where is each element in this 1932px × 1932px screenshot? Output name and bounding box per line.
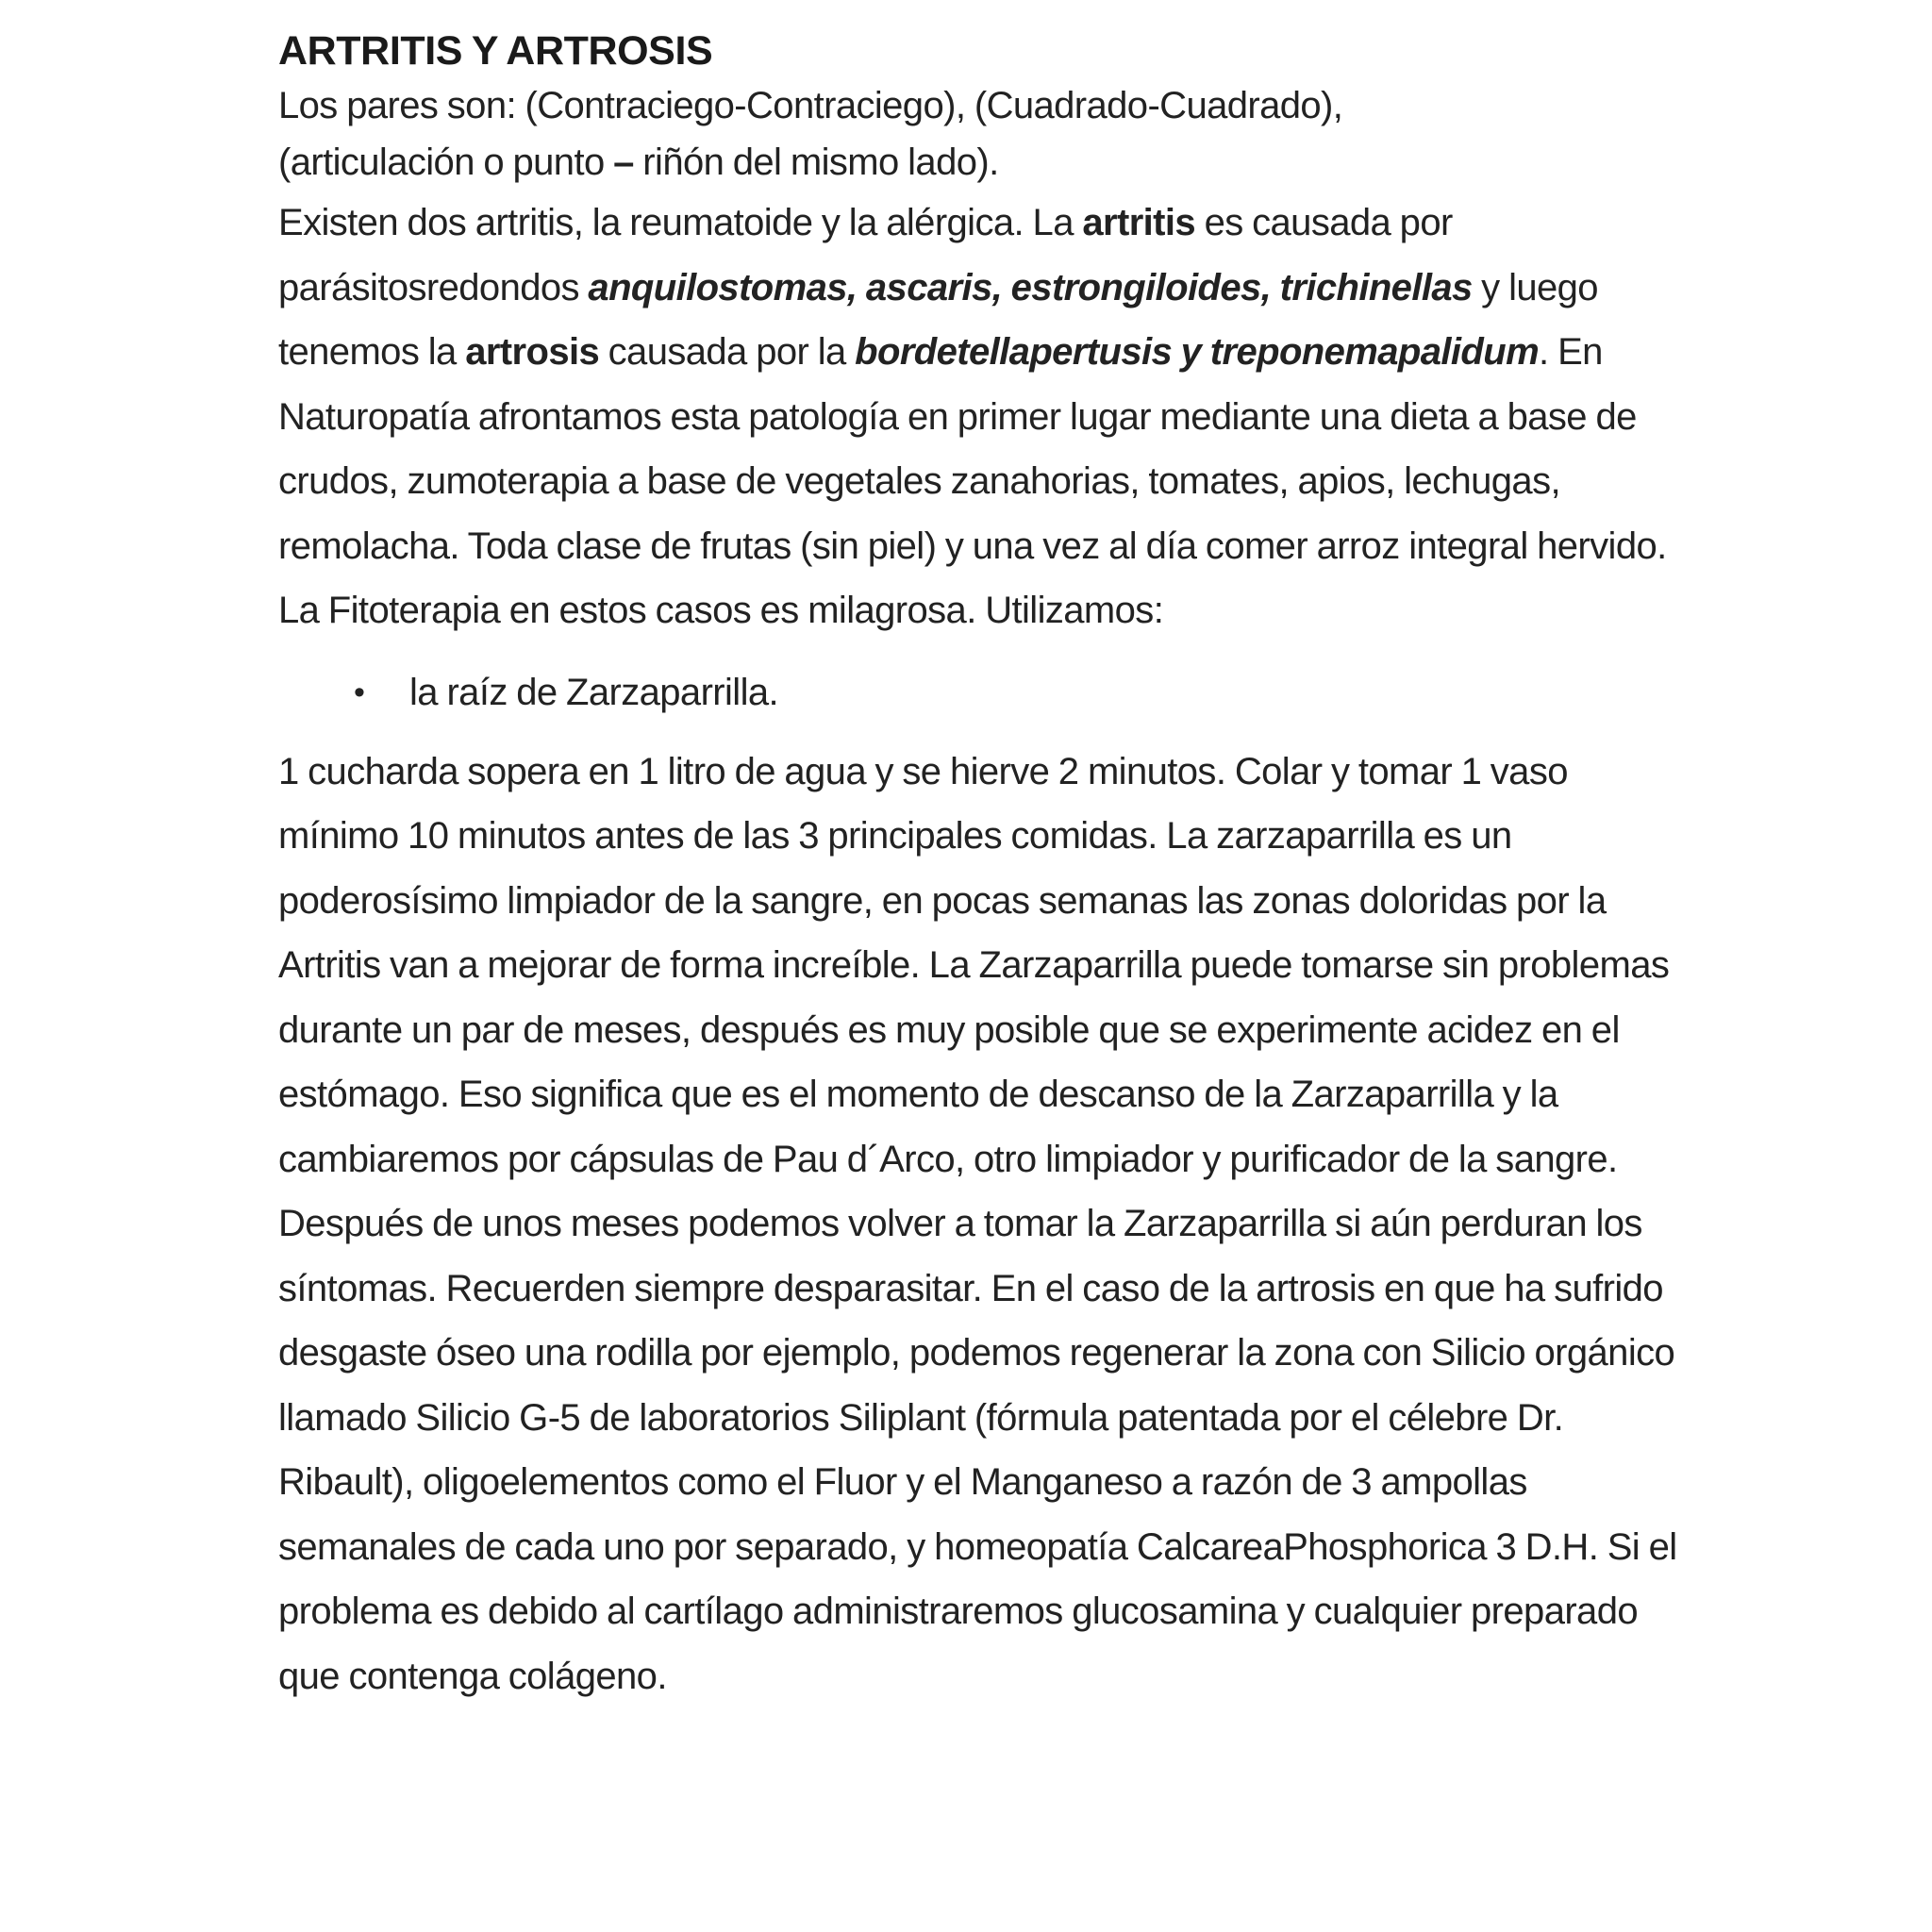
body-paragraph: 1 cucharda sopera en 1 litro de agua y se hierve 2 minutos. Colar y tomar 1 vaso mínimo 10 minutos antes de las 3 principales comidas. La zarzaparrilla es un poderosísimo limpiador de la sangre, en pocas semanas las zonas doloridas por la Artritis van a mejorar de forma increíble. La Zarzaparrilla puede tomarse sin problemas durante un par de meses, después es muy posible que se experimente acidez en el estómago. Eso significa que es el momento de descanso de la Zarzaparrilla y la cambiaremos por cápsulas de Pau d´Arco, otro limpiador y purificador de la sangre. Después de unos meses podemos volver a tomar la Zarzaparrilla si aún perduran los síntomas. Recuerden siempre desparasitar. En el caso de la artrosis en que ha sufrido desgaste óseo una rodilla por ejemplo, podemos regenerar la zona con Silicio orgánico llamado Silicio G-5 de laboratorios Siliplant (fórmula patentada por el célebre Dr. Ribault), oligoelementos como el Fluor y el Manganeso a razón de 3 ampollas semanales de cada uno por separado, y homeopatía CalcareaPhosphorica 3 D.H. Si el problema es debido al cartílago administraremos glucosamina y cualquier preparado que contenga colágeno. bbox=[278, 750, 1677, 1697]
intro-text-3: y luego tenemos la bbox=[278, 266, 1598, 373]
intro-paragraph bbox=[278, 191, 1693, 643]
document-title: ARTRITIS Y ARTROSIS bbox=[278, 28, 713, 74]
list-item bbox=[278, 660, 1693, 724]
pairs-line-1: Los pares son: (Contraciego-Contraciego), (Cuadrado-Cuadrado), bbox=[278, 85, 1343, 126]
remedy-list bbox=[278, 660, 1693, 724]
term-artrosis: artrosis bbox=[465, 331, 600, 373]
intro-text-2: es causada por parásitosredondos bbox=[278, 202, 1453, 308]
term-round-parasites: anquilostomas, ascaris, estrongiloides, trichinellas bbox=[588, 266, 1473, 308]
pairs-line-2-end: riñón del mismo lado). bbox=[633, 142, 999, 183]
list-item-text: la raíz de Zarzaparrilla. bbox=[409, 671, 779, 713]
document-page bbox=[278, 25, 1693, 1708]
pairs-line-2-start: (articulación o punto bbox=[278, 142, 614, 183]
intro-text-4: causada por la bbox=[599, 331, 856, 373]
pairs-dash: – bbox=[613, 142, 634, 183]
term-artritis: artritis bbox=[1082, 202, 1196, 243]
pairs-paragraph bbox=[278, 77, 1693, 191]
bullet-icon: • bbox=[354, 674, 365, 710]
term-bacteria: bordetellapertusis y treponemapalidum bbox=[855, 331, 1540, 373]
intro-text-1: Existen dos artritis, la reumatoide y la alérgica. La bbox=[278, 202, 1083, 243]
intro-text-5: . En Naturopatía afrontamos esta patología en primer lugar mediante una dieta a base de crudos, zumoterapia a base de vegetales zanahorias, tomates, apios, lechugas, remolacha. Toda clase de frutas (sin piel) y una vez al día comer arroz integral hervido. La Fitoterapia en estos casos es milagrosa. Utilizamos: bbox=[278, 331, 1667, 631]
